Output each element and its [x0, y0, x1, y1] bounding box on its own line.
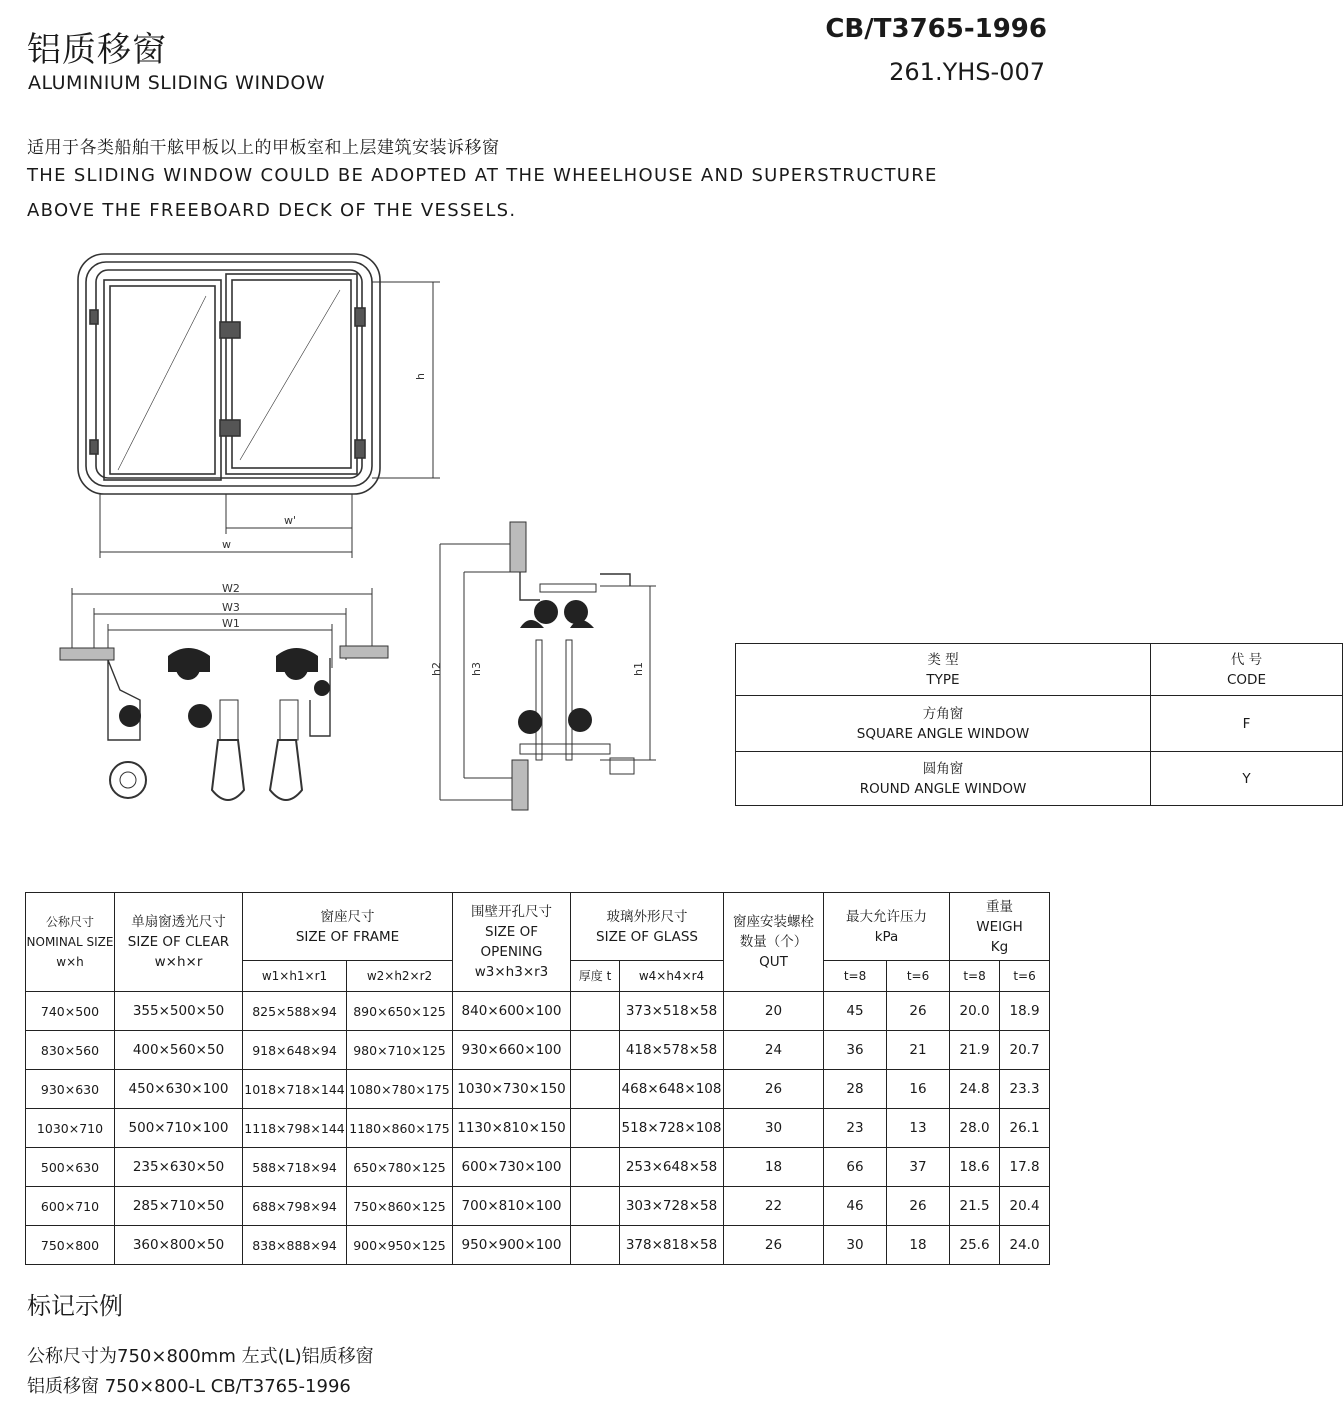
header-opening: 围壁开孔尺寸 SIZE OF OPENING w3×h3×r3 [453, 893, 571, 992]
header-pressure: 最大允许压力 kPa [824, 893, 950, 961]
cell-nominal: 600×710 [26, 1187, 115, 1226]
cell-qty: 22 [724, 1187, 824, 1226]
cell-frame1: 1018×718×144 [243, 1070, 347, 1109]
cell-w6: 17.8 [1000, 1148, 1050, 1187]
cell-nominal: 740×500 [26, 992, 115, 1031]
cell-p6: 37 [887, 1148, 950, 1187]
cell-p6: 16 [887, 1070, 950, 1109]
cell-thickness [571, 1148, 620, 1187]
dim-label-W3: W3 [222, 601, 240, 614]
cell-frame2: 1080×780×175 [347, 1070, 453, 1109]
window-frame-outer [78, 254, 380, 494]
cell-glass: 468×648×108 [620, 1070, 724, 1109]
cell-clear: 500×710×100 [115, 1109, 243, 1148]
cell-thickness [571, 1109, 620, 1148]
cell-clear: 400×560×50 [115, 1031, 243, 1070]
marking-line2: 铝质移窗 750×800-L CB/T3765-1996 [27, 1376, 351, 1397]
header-pressure-t6: t=6 [887, 961, 950, 992]
cell-frame2: 750×860×125 [347, 1187, 453, 1226]
cell-glass: 373×518×58 [620, 992, 724, 1031]
dim-label-h: h [414, 373, 427, 380]
table-row [26, 992, 1050, 1031]
code-round: Y [1151, 752, 1343, 806]
cell-w6: 23.3 [1000, 1070, 1050, 1109]
cell-glass: 378×818×58 [620, 1226, 724, 1265]
cell-p6: 21 [887, 1031, 950, 1070]
description-english-line1: THE SLIDING WINDOW COULD BE ADOPTED AT THE WHEELHOUSE AND SUPERSTRUCTURE [27, 165, 938, 186]
spec-body [26, 992, 1050, 1265]
type-square: 方角窗 SQUARE ANGLE WINDOW [736, 696, 1151, 752]
header-glass-size: w4×h4×r4 [620, 961, 724, 992]
cell-frame1: 918×648×94 [243, 1031, 347, 1070]
header-nominal: 公称尺寸 NOMINAL SIZE w×h [26, 893, 115, 992]
cell-thickness [571, 1031, 620, 1070]
dim-label-W2: W2 [222, 582, 240, 595]
cell-w8: 18.6 [950, 1148, 1000, 1187]
cell-frame1: 588×718×94 [243, 1148, 347, 1187]
type-code-header [736, 644, 1343, 696]
header-clear: 单扇窗透光尺寸 SIZE OF CLEAR w×h×r [115, 893, 243, 992]
cell-w6: 20.4 [1000, 1187, 1050, 1226]
cell-opening: 600×730×100 [453, 1148, 571, 1187]
dim-label-W1: W1 [222, 617, 240, 630]
marking-title: 标记示例 [27, 1292, 123, 1320]
cell-p8: 23 [824, 1109, 887, 1148]
cell-p6: 18 [887, 1226, 950, 1265]
cell-opening: 1030×730×150 [453, 1070, 571, 1109]
table-row [26, 1070, 1050, 1109]
table-row [26, 1226, 1050, 1265]
type-code-table [735, 643, 1343, 806]
cell-qty: 24 [724, 1031, 824, 1070]
header-weight-t8: t=8 [950, 961, 1000, 992]
cell-opening: 930×660×100 [453, 1031, 571, 1070]
type-header: 类 型 TYPE [736, 644, 1151, 696]
dim-label-h2: h2 [430, 662, 443, 676]
cell-clear: 285×710×50 [115, 1187, 243, 1226]
dim-label-w: w [222, 538, 231, 551]
cell-w8: 21.5 [950, 1187, 1000, 1226]
type-code-row-round [736, 752, 1343, 806]
window-frame-inner [86, 262, 372, 486]
cell-qty: 20 [724, 992, 824, 1031]
cell-p8: 66 [824, 1148, 887, 1187]
cell-glass: 418×578×58 [620, 1031, 724, 1070]
type-round: 圆角窗 ROUND ANGLE WINDOW [736, 752, 1151, 806]
cell-w8: 20.0 [950, 992, 1000, 1031]
dim-label-w-prime: w' [284, 514, 297, 527]
cell-qty: 30 [724, 1109, 824, 1148]
cell-qty: 18 [724, 1148, 824, 1187]
spec-header-row [26, 893, 1050, 961]
header-glass-thickness: 厚度 t [571, 961, 620, 992]
cell-qty: 26 [724, 1070, 824, 1109]
cell-thickness [571, 1070, 620, 1109]
cell-nominal: 1030×710 [26, 1109, 115, 1148]
cell-clear: 450×630×100 [115, 1070, 243, 1109]
header-glass: 玻璃外形尺寸 SIZE OF GLASS [571, 893, 724, 961]
cell-w8: 21.9 [950, 1031, 1000, 1070]
cell-opening: 950×900×100 [453, 1226, 571, 1265]
cell-w6: 18.9 [1000, 992, 1050, 1031]
cell-p8: 46 [824, 1187, 887, 1226]
cell-nominal: 930×630 [26, 1070, 115, 1109]
dim-label-h1: h1 [632, 662, 645, 676]
document-code: 261.YHS-007 [889, 58, 1045, 86]
standard-number: CB/T3765-1996 [825, 14, 1047, 44]
cell-w8: 24.8 [950, 1070, 1000, 1109]
header-frame-1: w1×h1×r1 [243, 961, 347, 992]
cell-clear: 360×800×50 [115, 1226, 243, 1265]
cell-p6: 26 [887, 992, 950, 1031]
table-row [26, 1031, 1050, 1070]
cell-p8: 45 [824, 992, 887, 1031]
table-row [26, 1109, 1050, 1148]
cell-clear: 355×500×50 [115, 992, 243, 1031]
table-row [26, 1148, 1050, 1187]
description-chinese: 适用于各类船舶干舷甲板以上的甲板室和上层建筑安装诉移窗 [27, 138, 500, 158]
cell-frame2: 890×650×125 [347, 992, 453, 1031]
header-bolts: 窗座安装螺栓 数量（个） QUT [724, 893, 824, 992]
marking-line1: 公称尺寸为750×800mm 左式(L)铝质移窗 [27, 1346, 374, 1367]
cell-thickness [571, 1226, 620, 1265]
cell-w6: 26.1 [1000, 1109, 1050, 1148]
cell-p8: 36 [824, 1031, 887, 1070]
cell-opening: 1130×810×150 [453, 1109, 571, 1148]
specification-table [25, 892, 1050, 1265]
cell-frame1: 825×588×94 [243, 992, 347, 1031]
header-frame: 窗座尺寸 SIZE OF FRAME [243, 893, 453, 961]
code-header: 代 号 CODE [1151, 644, 1343, 696]
title-chinese: 铝质移窗 [27, 30, 167, 70]
description-english-line2: ABOVE THE FREEBOARD DECK OF THE VESSELS. [27, 200, 517, 221]
window-sash-left [104, 280, 221, 480]
cell-frame2: 1180×860×175 [347, 1109, 453, 1148]
dimension-lines [100, 282, 440, 558]
cell-qty: 26 [724, 1226, 824, 1265]
header-pressure-t8: t=8 [824, 961, 887, 992]
dim-label-h3: h3 [470, 662, 483, 676]
cell-opening: 700×810×100 [453, 1187, 571, 1226]
cell-frame1: 688×798×94 [243, 1187, 347, 1226]
cell-p8: 28 [824, 1070, 887, 1109]
cell-thickness [571, 1187, 620, 1226]
title-english: ALUMINIUM SLIDING WINDOW [28, 72, 326, 94]
cell-frame2: 650×780×125 [347, 1148, 453, 1187]
cell-nominal: 830×560 [26, 1031, 115, 1070]
cell-w6: 24.0 [1000, 1226, 1050, 1265]
cell-frame1: 1118×798×144 [243, 1109, 347, 1148]
header-frame-2: w2×h2×r2 [347, 961, 453, 992]
cell-nominal: 750×800 [26, 1226, 115, 1265]
cell-opening: 840×600×100 [453, 992, 571, 1031]
vertical-section-seals [518, 600, 594, 734]
cell-nominal: 500×630 [26, 1148, 115, 1187]
cell-frame2: 900×950×125 [347, 1226, 453, 1265]
cell-glass: 303×728×58 [620, 1187, 724, 1226]
cell-w8: 28.0 [950, 1109, 1000, 1148]
cell-p6: 13 [887, 1109, 950, 1148]
header-weight-t6: t=6 [1000, 961, 1050, 992]
cell-frame2: 980×710×125 [347, 1031, 453, 1070]
type-code-row-square [736, 696, 1343, 752]
cell-frame1: 838×888×94 [243, 1226, 347, 1265]
cell-w6: 20.7 [1000, 1031, 1050, 1070]
cell-clear: 235×630×50 [115, 1148, 243, 1187]
header-weight: 重量 WEIGH Kg [950, 893, 1050, 961]
cell-glass: 253×648×58 [620, 1148, 724, 1187]
cell-p6: 26 [887, 1187, 950, 1226]
cell-thickness [571, 992, 620, 1031]
window-sash-right [226, 274, 357, 474]
cell-w8: 25.6 [950, 1226, 1000, 1265]
code-square: F [1151, 696, 1343, 752]
cell-glass: 518×728×108 [620, 1109, 724, 1148]
cell-p8: 30 [824, 1226, 887, 1265]
window-front-view [78, 254, 380, 494]
table-row [26, 1187, 1050, 1226]
